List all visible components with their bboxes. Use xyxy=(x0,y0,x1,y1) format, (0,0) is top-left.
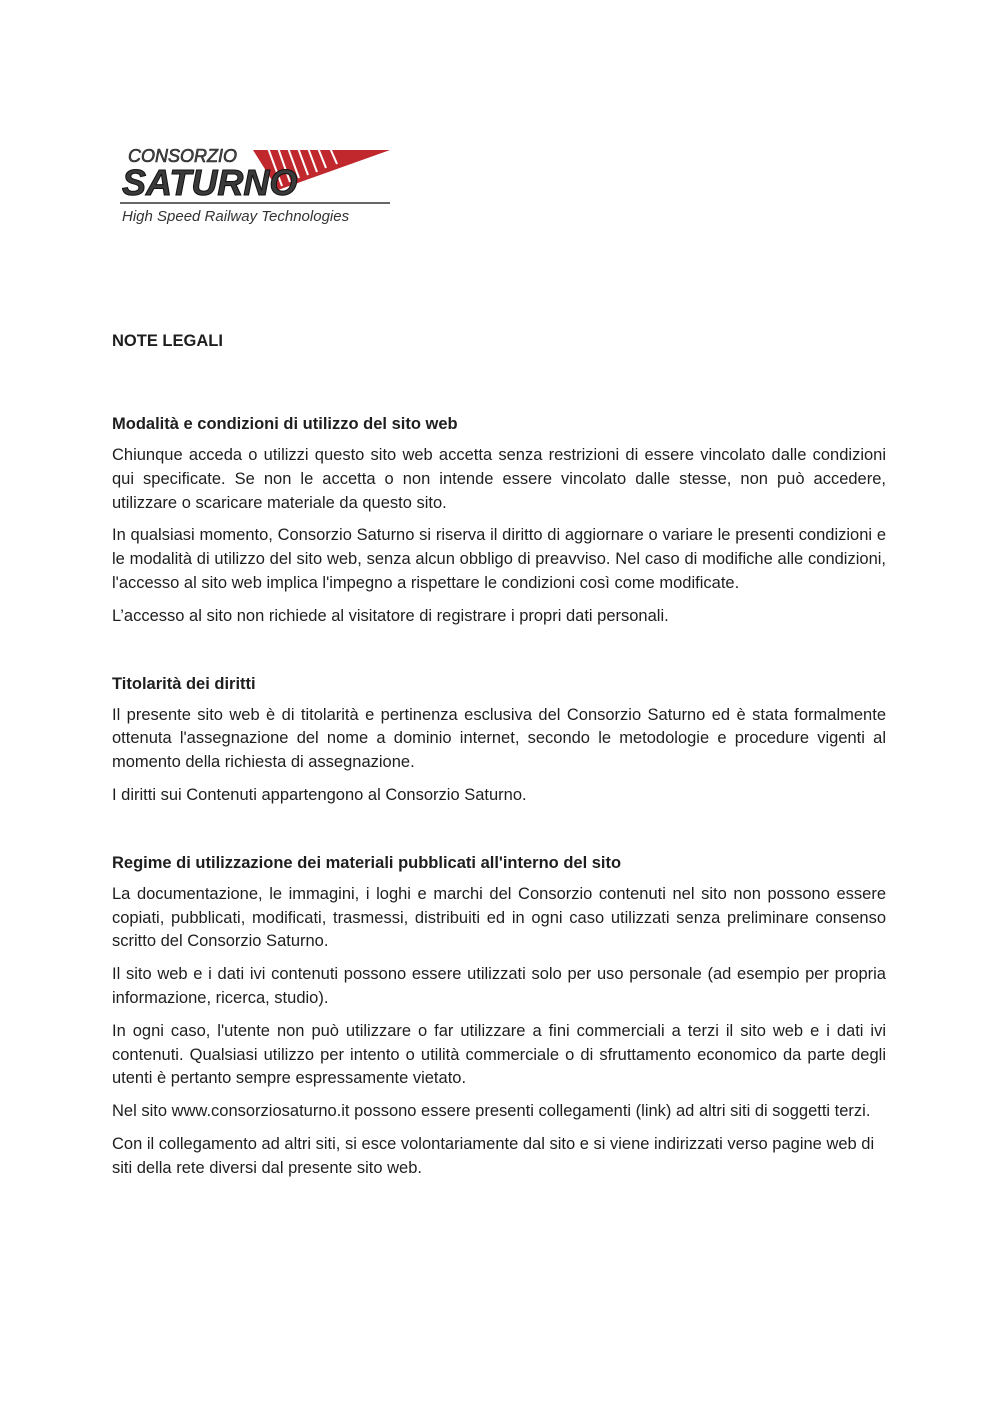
paragraph: Chiunque acceda o utilizzi questo sito web accetta senza restrizioni di essere vincolato dalle condizioni qui specificate. Se non le accetta o non intende essere vincolato dalle stesse, non può accedere, utilizzare o scaricare materiale da questo sito. xyxy=(112,446,886,512)
section-materials-usage xyxy=(112,854,886,1181)
logo-line1: CONSORZIO xyxy=(128,146,238,166)
paragraph: In qualsiasi momento, Consorzio Saturno si riserva il diritto di aggiornare o variare le presenti condizioni e le modalità di utilizzo del sito web, senza alcun obbligo di preavviso. Nel caso di modifiche alle condizioni, l'accesso al sito web implica l'impegno a rispettare le condizioni così come modificate. xyxy=(112,526,886,592)
paragraph: Nel sito www.consorziosaturno.it possono essere presenti collegamenti (link) ad altri siti di soggetti terzi. xyxy=(112,1102,871,1121)
document-title: NOTE LEGALI xyxy=(112,332,223,350)
paragraph: I diritti sui Contenuti appartengono al Consorzio Saturno. xyxy=(112,785,527,804)
section-terms-of-use xyxy=(112,415,886,629)
paragraph: In ogni caso, l'utente non può utilizzare o far utilizzare a fini commerciali a terzi il sito web e i dati ivi contenuti. Qualsiasi utilizzo per intento o utilità commerciale o di sfruttamento economico da parte degli utenti è pertanto sempre espressamente vietato. xyxy=(112,1021,886,1088)
paragraph: Il sito web e i dati ivi contenuti possono essere utilizzati solo per uso personale (ad esempio per propria informazione, ricerca, studio). xyxy=(112,965,886,1007)
section-title: Regime di utilizzazione dei materiali pubblicati all'interno del sito xyxy=(112,853,622,872)
section-title: Modalità e condizioni di utilizzo del sito web xyxy=(112,415,458,433)
section-rights-ownership xyxy=(112,675,886,808)
logo-graphic xyxy=(118,140,398,235)
paragraph: L’accesso al sito non richiede al visitatore di registrare i propri dati personali. xyxy=(112,606,669,625)
legal-notes-content xyxy=(112,332,886,1227)
logo-line2: SATURNO xyxy=(122,162,298,203)
paragraph: Il presente sito web è di titolarità e pertinenza esclusiva del Consorzio Saturno ed è stata formalmente ottenuta l'assegnazione del nome a dominio internet, secondo le metodologie e procedure vigenti al momento della richiesta di assegnazione. xyxy=(112,705,886,772)
consorzio-saturno-logo xyxy=(118,140,398,235)
section-title: Titolarità dei diritti xyxy=(112,674,256,693)
logo-tagline: High Speed Railway Technologies xyxy=(122,208,350,225)
paragraph: La documentazione, le immagini, i loghi e marchi del Consorzio contenuti nel sito non possono essere copiati, pubblicati, modificati, trasmessi, distribuiti ed in ogni caso utilizzati senza preliminare consenso scritto del Consorzio Saturno. xyxy=(112,884,886,951)
paragraph: Con il collegamento ad altri siti, si esce volontariamente dal sito e si viene indirizzati verso pagine web di siti della rete diversi dal presente sito web. xyxy=(112,1134,875,1177)
